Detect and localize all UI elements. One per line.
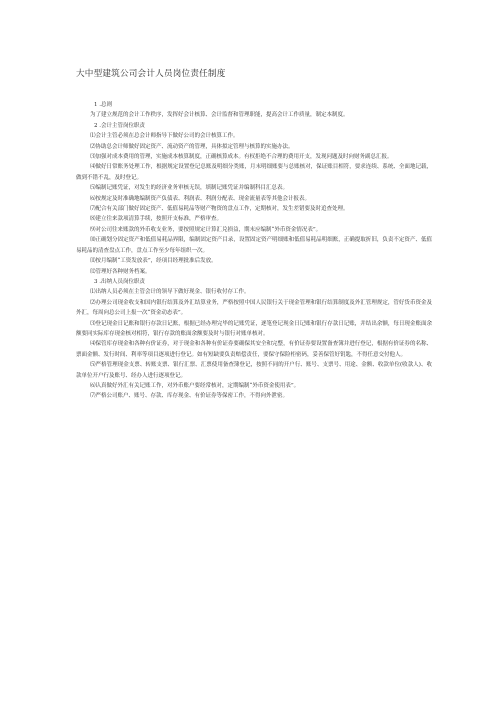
section-cashier-duties [76,277,432,402]
paragraph: ⑺配合有关部门做好固定资产、低值易耗品等财产物资的盘点工作，定期核对，发生差错要及时追查处理。 [90,206,349,213]
paragraph: ⑸严格管理现金支票、转账支票、银行汇票、汇票使用备查簿登记，按照不同的开户行、账号、支票号、用途、金额、收款单位(收款人)、收款单位开户行及账号、经办人进行逐项登记。 [76,362,432,379]
paragraph: ⑷保管库存现金和各种有价证券，对于现金和各种有价证券要确保其安全和完整，有价证券要设置备查簿并进行登记，根据有价证券的名称、票面金额、发行时间、利率等项目逐项进行登记。如有短缺要负责赔偿责任，要保守保险柜密码，妥善保管好钥匙，不得任意交付他人。 [76,341,432,358]
section-heading: 2 .会计主管岗位职责 [94,122,145,129]
paragraph: ⑷做好日常账务处理工作，根据规定设置登记总账及明细分类账，月末明细账要与总账核对，保证账目相符，要求连续、系统、全面地记载，做到不错不乱，及时登记。 [76,164,432,181]
paragraph: ⑿管理好各种财务档案。 [90,268,151,275]
paragraph: ⑾按月编制“工资发放表”，经项目经理批准后发放。 [90,258,217,265]
section-heading: 3 .出纳人员岗位职责 [94,278,145,285]
section-heading: 1 .总则 [94,102,112,108]
section-general [76,100,432,121]
paragraph: ⑴出纳人员必须在主管会计的领导下做好现金、银行收付存工作。 [90,289,250,296]
paragraph: ⑶加强对成本费用的管理，实施成本核算制度，正确核算成本。有权拒绝不合理的费用开支，发现问题及时向财务副总汇报。 [90,154,393,161]
document-page [76,68,432,402]
paragraph: ⑼对公司往来账款的外币收支业务，要按照规定计算汇兑损益，期末应编制“外币资金情况表”。 [90,226,322,233]
document-title: 大中型建筑公司会计人员岗位责任制度 [76,69,226,79]
paragraph: ⑴会计主管必须在总会计师指导下做好公司的会计核算工作。 [90,133,239,140]
paragraph: ⑺严格公司账户、账号、存款、库存现金、有价证券等保密工作，不得向外泄密。 [90,393,289,400]
paragraph: 为了建立规范的会计工作秩序，发挥好会计核算、会计监督和管理职能，提高会计工作质量，制定本制度。 [90,112,349,119]
paragraph: ⑸编制记账凭证，对发生的经济业务审核无误，填制记账凭证并编制科目汇总表。 [90,185,289,192]
paragraph: ⑵办理公司现金收支和国内银行结算及外汇结算业务，严格按照中国人民银行关于现金管理和银行结算制度及外汇管理规定，管好货币资金及外汇，每周向总公司上报一次“资金动态表”。 [76,299,432,317]
paragraph: ⑻建立往来款项清算手续，按照开支标准，严格审查。 [90,216,223,223]
paragraph: ⑶登记现金日记账和银行存款日记账，根据已经办理完毕的记账凭证，逐笔登记现金日记账和银行存款日记账，并结出余额，每日现金账面余额要同实际库存现金核对相符，银行存款的账面余额要及时与银行对账单核对。 [76,320,432,337]
section-chief-accountant-duties [76,121,432,277]
paragraph: ⑹认真做好外汇有关记账工作，对外币账户要经常核对，定期编制“外币资金使用表”。 [90,382,300,389]
paragraph: ⑹按规定及时准确地编制资产负债表、利润表、利润分配表、现金流量表等其他会计报表。 [90,195,311,202]
paragraph: ⑽正确划分固定资产和低值易耗品界限，编制固定资产目录，设置固定资产明细账和低值易耗品明细账，正确提取折旧，负责不定资产、低值易耗品的清查盘点工作，盘点工作至少每年组织一次。 [76,237,432,254]
paragraph: ⑵协助总会计师做好固定资产、流动资产的管理，具体拟定管理与核算的实施办法。 [90,143,294,150]
